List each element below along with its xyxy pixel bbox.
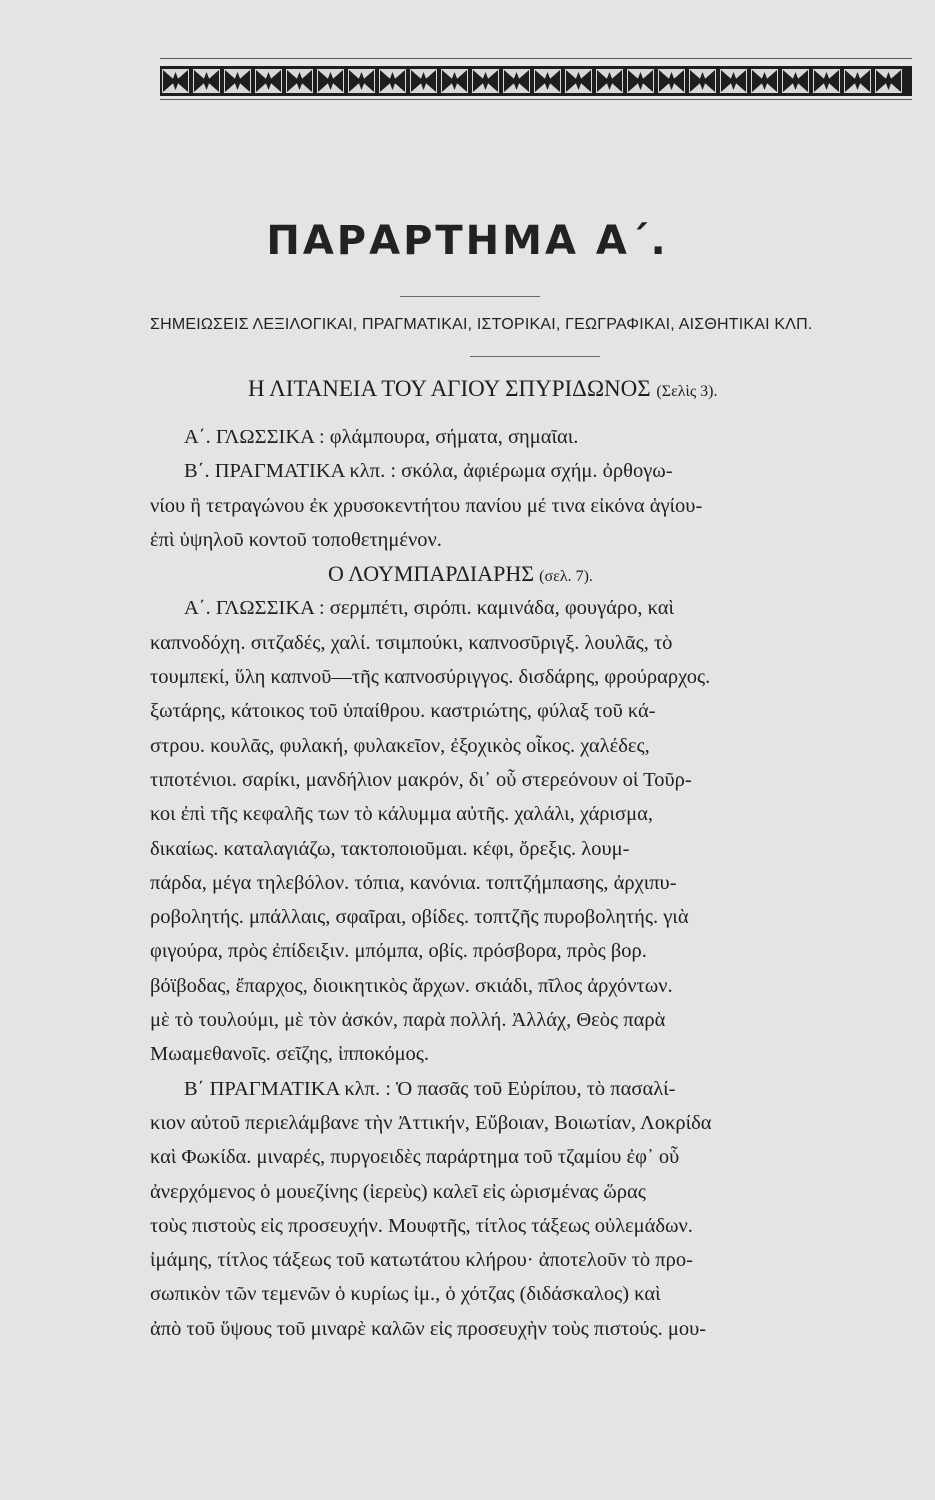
text-line: βόϊβοδας, ἔπαρχος, διοικητικὸς ἄρχων. σκιάδι, πῖλος ἀρχόντων. [150, 974, 673, 997]
text-line: τοὺς πιστοὺς εἰς προσευχήν. Μουφτῆς, τίτλος τάξεως οὐλεμάδων. [150, 1214, 693, 1237]
text-line: κιον αὐτοῦ περιελάμβανε τὴν Ἀττικήν, Εὔβοιαν, Βοιωτίαν, Λοκρίδα [150, 1111, 712, 1134]
subtitle-divider [470, 356, 600, 357]
top-rule [160, 58, 912, 59]
ornament-motif [811, 66, 842, 96]
page-reference: (Σελὶς 3). [656, 383, 718, 400]
text-line: ἀνερχόμενος ὁ μουεζίνης (ἱερεὺς) καλεῖ εἰς ὡρισμένας ὥρας [150, 1180, 646, 1203]
appendix-title: ΠΑΡΑΡΤΗΜΑ Α΄. [266, 218, 669, 264]
text-line: φιγούρα, πρὸς ἐπίδειξιν. μπόμπα, οβίς. πρόσβορα, πρὸς βορ. [150, 940, 647, 963]
ornament-motif [656, 66, 687, 96]
text-line: ἐπὶ ὑψηλοῦ κοντοῦ τοποθετημένον. [150, 528, 442, 551]
ornament-motif [501, 66, 532, 96]
text-line: καπνοδόχη. σιτζαδές, χαλί. τσιμπούκι, καπνοσῦριγξ. λουλᾶς, τὸ [150, 631, 673, 654]
ornament-motif [408, 66, 439, 96]
section-heading-litany [248, 376, 718, 402]
section-heading-text: Ο ΛΟΥΜΠΑΡΔΙΑΡΗΣ [328, 561, 535, 587]
text-line: κοι ἐπὶ τῆς κεφαλῆς των τὸ κάλυμμα αὐτῆς. χαλάλι, χάρισμα, [150, 803, 653, 826]
ornament-motif [346, 66, 377, 96]
text-line: Α΄. ΓΛΩΣΣΙΚΑ : φλάμπουρα, σήματα, σημαῖαι. [184, 426, 579, 448]
ornament-motif [315, 66, 346, 96]
text-line: ροβολητής. μπάλλαις, σφαῖραι, οβίδες. τοπτζῆς πυροβολητής. γιὰ [150, 906, 689, 929]
text-line: καὶ Φωκίδα. μιναρές, πυργοειδὲς παράρτημα τοῦ τζαμίου ἐφ᾽ οὗ [150, 1146, 680, 1169]
ornament-motif [594, 66, 625, 96]
ornament-motif [377, 66, 408, 96]
ornament-bottom-rule [160, 99, 912, 100]
text-line: ξωτάρης, κάτοικος τοῦ ὑπαίθρου. καστριώτης, φύλαξ τοῦ κά- [150, 700, 656, 723]
ornament-motif [532, 66, 563, 96]
ornament-motif [873, 66, 904, 96]
text-line: νίου ἢ τετραγώνου ἐκ χρυσοκεντήτου πανίου μέ τινα εἰκόνα ἁγίου- [150, 494, 703, 517]
ornament-motif [625, 66, 656, 96]
appendix-subtitle: ΣΗΜΕΙΩΣΕΙΣ ΛΕΞΙΛΟΓΙΚΑΙ, ΠΡΑΓΜΑΤΙΚΑΙ, ΙΣΤΟΡΙΚΑΙ, ΓΕΩΓΡΑΦΙΚΑΙ, ΑΙΣΘΗΤΙΚΑΙ ΚΛΠ. [150, 316, 813, 333]
title-divider [400, 296, 540, 297]
ornament-motif [780, 66, 811, 96]
main-text [150, 420, 920, 1346]
ornament-motif [470, 66, 501, 96]
ornament-motif [284, 66, 315, 96]
text-line: μὲ τὸ τουλούμι, μὲ τὸν ἀσκόν, παρὰ πολλή. Ἀλλάχ, Θεὸς παρὰ [150, 1009, 666, 1032]
text-line: δικαίως. καταλαγιάζω, τακτοποιοῦμαι. κέφι, ὄρεξις. λουμ- [150, 837, 630, 860]
text-line: τιποτένιοι. σαρίκι, μανδήλιον μακρόν, δι᾽ οὗ στερεόνουν οἱ Τοῦρ- [150, 768, 692, 791]
ornament-motif [718, 66, 749, 96]
ornament-motif [563, 66, 594, 96]
ornament-motif [160, 66, 191, 96]
text-line: Α΄. ΓΛΩΣΣΙΚΑ : σερμπέτι, σιρόπι. καμινάδα, φουγάρο, καὶ [184, 597, 674, 620]
text-line: ἀπὸ τοῦ ὕψους τοῦ μιναρὲ καλῶν εἰς προσευχὴν τοὺς πιστούς. μου- [150, 1317, 707, 1340]
text-line: πάρδα, μέγα τηλεβόλον. τόπια, κανόνια. τοπτζήμπασης, ἀρχιπυ- [150, 871, 677, 894]
page-reference: (σελ. 7). [539, 568, 593, 586]
text-line: Β΄ ΠΡΑΓΜΑΤΙΚΑ κλπ. : Ὁ πασᾶς τοῦ Εὐρίπου, τὸ πασαλί- [184, 1077, 676, 1100]
ornament-motif [842, 66, 873, 96]
ornament-motif [749, 66, 780, 96]
text-line: Β΄. ΠΡΑΓΜΑΤΙΚΑ κλπ. : σκόλα, ἀφιέρωμα σχήμ. ὀρθογω- [184, 460, 673, 483]
ornament-motif [687, 66, 718, 96]
section-heading-loumpardiaris [150, 557, 920, 591]
ornamental-border [160, 66, 912, 96]
ornament-motif [439, 66, 470, 96]
text-line: στρου. κουλᾶς, φυλακή, φυλακεῖον, ἐξοχικὸς οἶκος. χαλέδες, [150, 734, 650, 757]
text-line: τουμπεκί, ὕλη καπνοῦ—τῆς καπνοσύριγγος. δισδάρης, φρούραρχος. [150, 666, 711, 689]
text-line: σωπικὸν τῶν τεμενῶν ὁ κυρίως ἰμ., ὁ χότζας (διδάσκαλος) καὶ [150, 1283, 661, 1306]
ornament-motif [191, 66, 222, 96]
text-line: Μωαμεθανοῖς. σεῖζης, ἱπποκόμος. [150, 1043, 430, 1066]
text-line: ἰμάμης, τίτλος τάξεως τοῦ κατωτάτου κλήρου· ἀποτελοῦν τὸ προ- [150, 1249, 693, 1272]
ornament-motif [253, 66, 284, 96]
ornament-motif [222, 66, 253, 96]
section-heading-text: Η ΛΙΤΑΝΕΙΑ ΤΟΥ ΑΓΙΟΥ ΣΠΥΡΙΔΩΝΟΣ [248, 376, 651, 401]
